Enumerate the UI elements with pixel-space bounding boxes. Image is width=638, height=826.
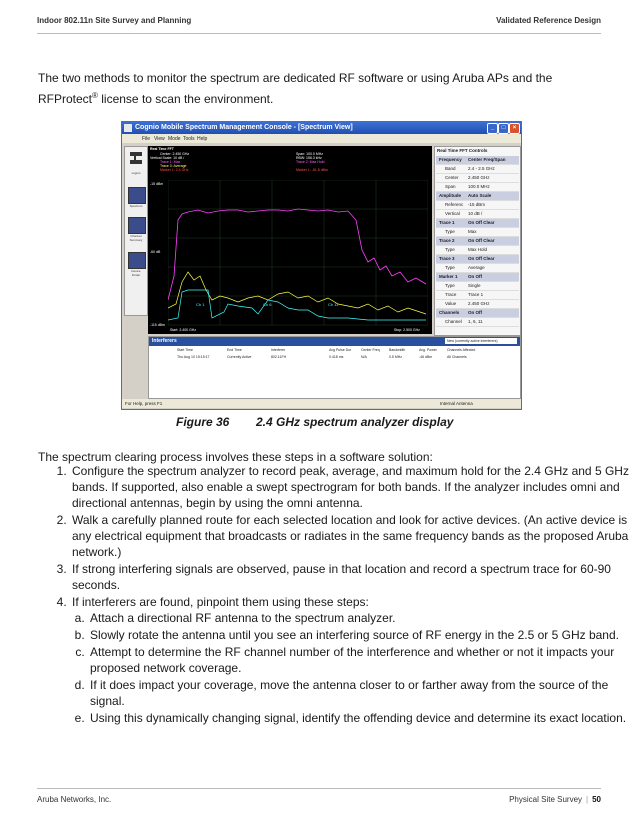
plot-trace3: Trace 3: Average [160,164,187,168]
channel-summary-icon [128,217,146,234]
control-row[interactable] [436,219,519,228]
row-start-time: Thu Aug 10 15:15:17 [177,355,210,359]
controls-panel [434,146,521,336]
substep-d: d. If it does impact your coverage, move the antenna closer to or farther away from the source of the signal. [88,677,635,709]
control-value: 2.450 GHz [468,301,490,306]
control-key: Type [445,229,455,234]
menu-help[interactable]: Help [197,136,208,142]
control-value: 100.0 MHz [468,184,490,189]
control-row[interactable] [436,192,519,201]
interferers-titlebar [149,337,520,346]
col-end-time[interactable]: End Time [227,348,242,352]
control-value: Auto Scale [468,193,492,198]
control-row[interactable] [436,174,519,183]
control-row[interactable] [436,165,519,174]
footer-section: Physical Site Survey [509,795,583,804]
control-row[interactable] [436,228,519,237]
control-value: 2.4 - 2.5 GHz [468,166,495,171]
control-key: Amplitude [439,193,461,198]
controls-title: Real Time FFT Controls [437,148,488,153]
row-end-time: Currently Active [227,355,252,359]
plot-trace1: Trace 1: Max [160,160,181,164]
cognio-logo-icon [127,150,145,170]
control-value: Average [468,265,485,270]
registered-mark: ® [92,91,98,100]
control-key: Channels [439,310,460,315]
interferers-panel [148,336,521,399]
plot-top-db: -15 dBm [150,182,164,186]
control-key: Band [445,166,456,171]
header-design-label: Validated Reference Design [496,16,601,25]
control-key: Trace 2 [439,238,455,243]
plot-mid-db: -60 dB [150,250,161,254]
figure-title: 2.4 GHz spectrum analyzer display [256,415,454,429]
row-center-freq: N/A [361,355,367,359]
nav-channel-summary-label: Channel Summary [129,234,143,242]
step-3: 3. If strong interfering signals are observed, pause in that location and record a spectrum trace for 60-90 seconds. [70,561,635,593]
maximize-icon[interactable]: □ [498,123,509,134]
control-row[interactable] [436,300,519,309]
col-channels-affected[interactable]: Channels Affected [447,348,476,352]
intro-text-end: license to scan the environment. [97,92,274,106]
device-finder-icon [128,252,146,269]
spectrum-console-screenshot [121,121,522,410]
control-key: Frequency [439,157,462,162]
control-key: Center [445,175,459,180]
step-2: 2. Walk a carefully planned route for each selected location and look for active devices. (An active device is any electrical equipment that broadcasts or radiates in the same frequency bands as the proposed Aruba network.) [70,512,635,560]
footer-company: Aruba Networks, Inc. [37,795,112,804]
ch-label-1: Ch 1 [196,302,205,307]
footer-divider [37,788,601,789]
page-footer [37,795,601,807]
control-key: Type [445,283,455,288]
page-number: 50 [592,795,601,804]
figure-caption [176,415,454,429]
control-key: Trace [445,292,457,297]
control-key: Trace 3 [439,256,455,261]
control-row[interactable] [436,291,519,300]
substep-c: c. Attempt to determine the RF channel number of the interference and whether or not it impacts your proposed network coverage. [88,644,635,676]
plot-vscale: Vertical Scale: 10 dB / [150,156,185,160]
control-value: On Off [468,274,482,279]
menu-tools[interactable]: Tools [183,136,195,142]
row-bandwidth: 0.5 MHz [389,355,403,359]
col-start-time[interactable]: Start Time [177,348,193,352]
control-row[interactable] [436,246,519,255]
control-key: Vertical [445,211,460,216]
spectrum-icon [128,187,146,204]
nav-device-finder-label: Device Finder [131,269,141,277]
status-bar [122,399,521,408]
control-value: 10 dB / [468,211,483,216]
footer-right: Physical Site Survey | 50 [509,795,601,804]
col-interferer[interactable]: Interferer [271,348,286,352]
control-row[interactable] [436,201,519,210]
app-icon [124,124,132,132]
plot-center: Center: 2.450 GHz [160,152,190,156]
plot-stop-freq: Stop: 2.500 GHz [394,328,420,332]
control-value: 1, 6, 11 [468,319,483,324]
minimize-icon[interactable]: _ [487,123,498,134]
menu-view[interactable]: View [154,136,165,142]
steps-intro: The spectrum clearing process involves these steps in a software solution: [38,450,433,464]
control-row[interactable] [436,309,519,318]
substep-b: b. Slowly rotate the antenna until you see an interfering source of RF energy in the 2.5 or 5 GHz band. [88,627,635,643]
control-value: Max [468,229,477,234]
step-4 [70,594,635,726]
control-row[interactable] [436,264,519,273]
row-avg-power: -46 dBm [419,355,433,359]
plot-bottom-db: -115 dBm [150,323,165,327]
plot-start-freq: Start: 2.400 GHz [170,328,197,332]
control-key: Type [445,247,455,252]
plot-trace2: Trace 2: Max Hold [296,160,325,164]
control-row[interactable] [436,156,519,165]
plot-grid [168,180,428,325]
control-key: Referenc [445,202,464,207]
plot-span: Span: 100.0 MHz [296,152,324,156]
page-header [37,16,601,30]
substep-e: e. Using this dynamically changing signal, identify the offending device and determine its exact location. [88,710,635,726]
interferers-title: Interferers [152,338,177,344]
col-avg-power[interactable]: Avg. Power [419,348,437,352]
ch-label-11: Ch 11 [328,302,339,307]
row-interferer: 802.11FH [271,355,287,359]
plot-title: Real Time FFT [150,147,174,151]
control-value: On Off Clear [468,220,495,225]
col-avg-pulse[interactable]: Avg Pulse Dur [329,348,352,352]
trace-max-hold [168,209,426,300]
control-key: Type [445,265,455,270]
control-row[interactable] [436,183,519,192]
figure-number: Figure 36 [176,415,230,429]
control-row[interactable] [436,210,519,219]
steps-list [38,463,635,727]
control-value: On Off Clear [468,238,495,243]
control-key: Trace 1 [439,220,455,225]
trace-average [168,290,426,320]
intro-text: The two methods to monitor the spectrum are dedicated RF software or using Aruba APs and the RFProtect [38,71,553,106]
row-channels-affected: All Channels [447,355,467,359]
intro-paragraph [38,70,598,108]
menu-file[interactable]: File [142,136,151,142]
plot-marker1: Marker 1: 2.4 GHz [160,168,189,172]
plot-marker-readout: Marker 1: -81.8 dBm [296,168,328,172]
control-value: -15 dBm [468,202,486,207]
control-key: Value [445,301,457,306]
nav-device-finder[interactable] [127,252,145,277]
nav-spectrum[interactable] [127,187,145,208]
header-divider [37,33,601,34]
control-key: Span [445,184,456,189]
substeps-list [72,610,635,726]
row-avg-pulse: 0.418 ms [329,355,344,359]
window-title: Cognio Mobile Spectrum Management Console - [Spectrum View] [135,124,353,131]
plot-header [148,146,432,176]
cognio-logo [127,150,145,175]
brand-label: cognio [131,171,141,175]
status-help: For Help, press F1 [125,401,163,406]
window-titlebar [122,122,521,134]
spectrum-traces [168,180,428,326]
spectrum-plot [148,146,432,334]
menu-mode[interactable]: Mode [168,136,181,142]
ch-label-6: Ch 6 [263,302,272,307]
control-row[interactable] [436,273,519,282]
col-center-freq[interactable]: Center Freq [361,348,380,352]
substep-a: a. Attach a directional RF antenna to the spectrum analyzer. [88,610,635,626]
control-value: 2.450 GHz [468,175,490,180]
control-value: On Off [468,310,482,315]
step-4-text: If interferers are found, pinpoint them using these steps: [72,595,369,609]
control-value: Trace 1 [468,292,484,297]
control-value: On Off Clear [468,256,495,261]
control-key: Marker 1 [439,274,458,279]
control-row[interactable] [436,237,519,246]
control-row[interactable] [436,318,519,327]
control-row[interactable] [436,282,519,291]
plot-rbw: RBW: 156.3 kHz [296,156,322,160]
nav-channel-summary[interactable] [127,217,145,242]
header-doc-title: Indoor 802.11n Site Survey and Planning [37,16,192,25]
control-value: Center Freq/Span [468,157,506,162]
close-icon[interactable]: × [509,123,520,134]
nav-spectrum-label: Spectrum [129,204,143,208]
menu-bar [122,134,521,143]
status-antenna: Internal Antenna [440,401,473,406]
step-1: 1. Configure the spectrum analyzer to record peak, average, and maximum hold for the 2.4 GHz and 5 GHz bands. If supported, also enable a swept spectrogram for both bands. If the analyzer includes omni and directional antennas, begin by using the omni antenna. [70,463,635,511]
control-row[interactable] [436,255,519,264]
control-value: Max Hold [468,247,488,252]
interferers-filter-select[interactable]: New (currently active interferers) [445,338,517,344]
trace-max [168,272,426,314]
col-bandwidth[interactable]: Bandwidth [389,348,406,352]
control-key: Channel [445,319,462,324]
left-nav [124,146,148,316]
control-value: Single [468,283,481,288]
